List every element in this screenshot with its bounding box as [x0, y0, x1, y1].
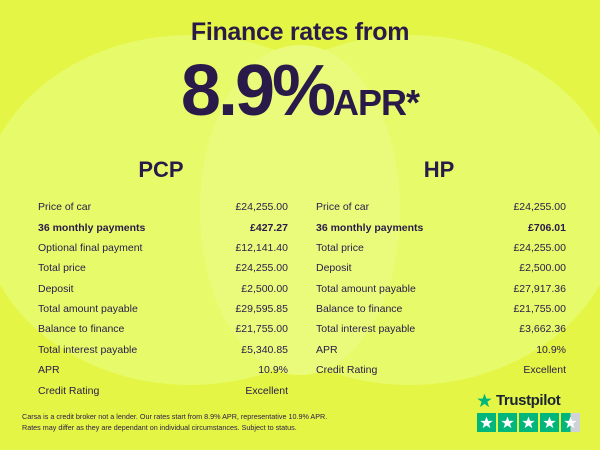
row-value: £24,255.00: [513, 201, 566, 214]
disclaimer-line-1: Carsa is a credit broker not a lender. Our rates start from 8.9% APR, representative 10.9% APR.: [22, 412, 328, 422]
trustpilot-label: Trustpilot: [496, 392, 561, 409]
row-value: £2,500.00: [519, 262, 566, 275]
row-label: Total amount payable: [316, 282, 416, 295]
row-value: Excellent: [523, 364, 566, 377]
trustpilot-rating: [477, 392, 580, 432]
row-value: £24,255.00: [513, 241, 566, 254]
row-label: 36 monthly payments: [38, 221, 146, 234]
row-value: 10.9%: [258, 364, 288, 377]
row-value: £2,500.00: [241, 282, 288, 295]
table-row: [28, 340, 294, 360]
row-label: Optional final payment: [38, 241, 143, 254]
trustpilot-logo: [477, 392, 580, 409]
table-row: [28, 360, 294, 380]
table-row: [28, 217, 294, 237]
row-label: Total interest payable: [38, 343, 138, 356]
page-title: Finance rates from: [190, 18, 410, 46]
row-value: Excellent: [245, 384, 288, 397]
rate-suffix: APR*: [333, 82, 420, 123]
finance-comparison: [0, 157, 600, 401]
row-label: Balance to finance: [38, 323, 125, 336]
row-label: Total price: [316, 241, 364, 254]
table-row: [28, 258, 294, 278]
row-value: £29,595.85: [235, 303, 288, 316]
table-row: [306, 217, 572, 237]
table-row: [306, 279, 572, 299]
table-row: [28, 238, 294, 258]
table-row: [306, 299, 572, 319]
star-4-icon: [540, 413, 559, 432]
row-value: £706.01: [528, 221, 566, 234]
table-row: [306, 319, 572, 339]
rate-number: 8.9%: [180, 51, 334, 131]
table-row: [28, 380, 294, 400]
trustpilot-stars: [477, 413, 580, 432]
legal-disclaimer: [22, 412, 382, 434]
hp-title: HP: [423, 157, 455, 182]
row-label: 36 monthly payments: [316, 221, 424, 234]
row-label: Total amount payable: [38, 303, 138, 316]
row-label: Deposit: [38, 282, 74, 295]
row-value: £12,141.40: [235, 241, 288, 254]
star-2-icon: [498, 413, 517, 432]
row-value: £3,662.36: [519, 323, 566, 336]
disclaimer-line-2: Rates may differ as they are dependant on individual circumstances. Subject to status.: [22, 423, 297, 433]
row-label: Price of car: [38, 201, 92, 214]
headline-rate: [0, 51, 600, 131]
row-label: Price of car: [316, 201, 370, 214]
row-label: Total price: [38, 262, 86, 275]
row-label: APR: [38, 364, 60, 377]
row-value: £24,255.00: [235, 201, 288, 214]
pcp-title: PCP: [138, 157, 184, 182]
row-value: £24,255.00: [235, 262, 288, 275]
table-row: [28, 299, 294, 319]
table-row: [306, 258, 572, 278]
table-row: [306, 238, 572, 258]
row-label: Balance to finance: [316, 303, 403, 316]
table-row: [28, 279, 294, 299]
star-3-icon: [519, 413, 538, 432]
table-row: [306, 197, 572, 217]
table-row: [306, 360, 572, 380]
trustpilot-star-icon: [477, 393, 492, 408]
star-5-half-icon: [561, 413, 580, 432]
row-label: Credit Rating: [316, 364, 378, 377]
table-row: [28, 319, 294, 339]
table-row: [28, 197, 294, 217]
table-row: [306, 340, 572, 360]
row-value: £27,917.36: [513, 282, 566, 295]
row-value: £427.27: [250, 221, 288, 234]
hp-column: [300, 157, 578, 401]
row-label: Credit Rating: [38, 384, 100, 397]
pcp-column: [22, 157, 300, 401]
row-label: Deposit: [316, 262, 352, 275]
row-value: £21,755.00: [235, 323, 288, 336]
row-value: 10.9%: [536, 343, 566, 356]
row-label: APR: [316, 343, 338, 356]
row-value: £5,340.85: [241, 343, 288, 356]
row-label: Total interest payable: [316, 323, 416, 336]
row-value: £21,755.00: [513, 303, 566, 316]
star-1-icon: [477, 413, 496, 432]
